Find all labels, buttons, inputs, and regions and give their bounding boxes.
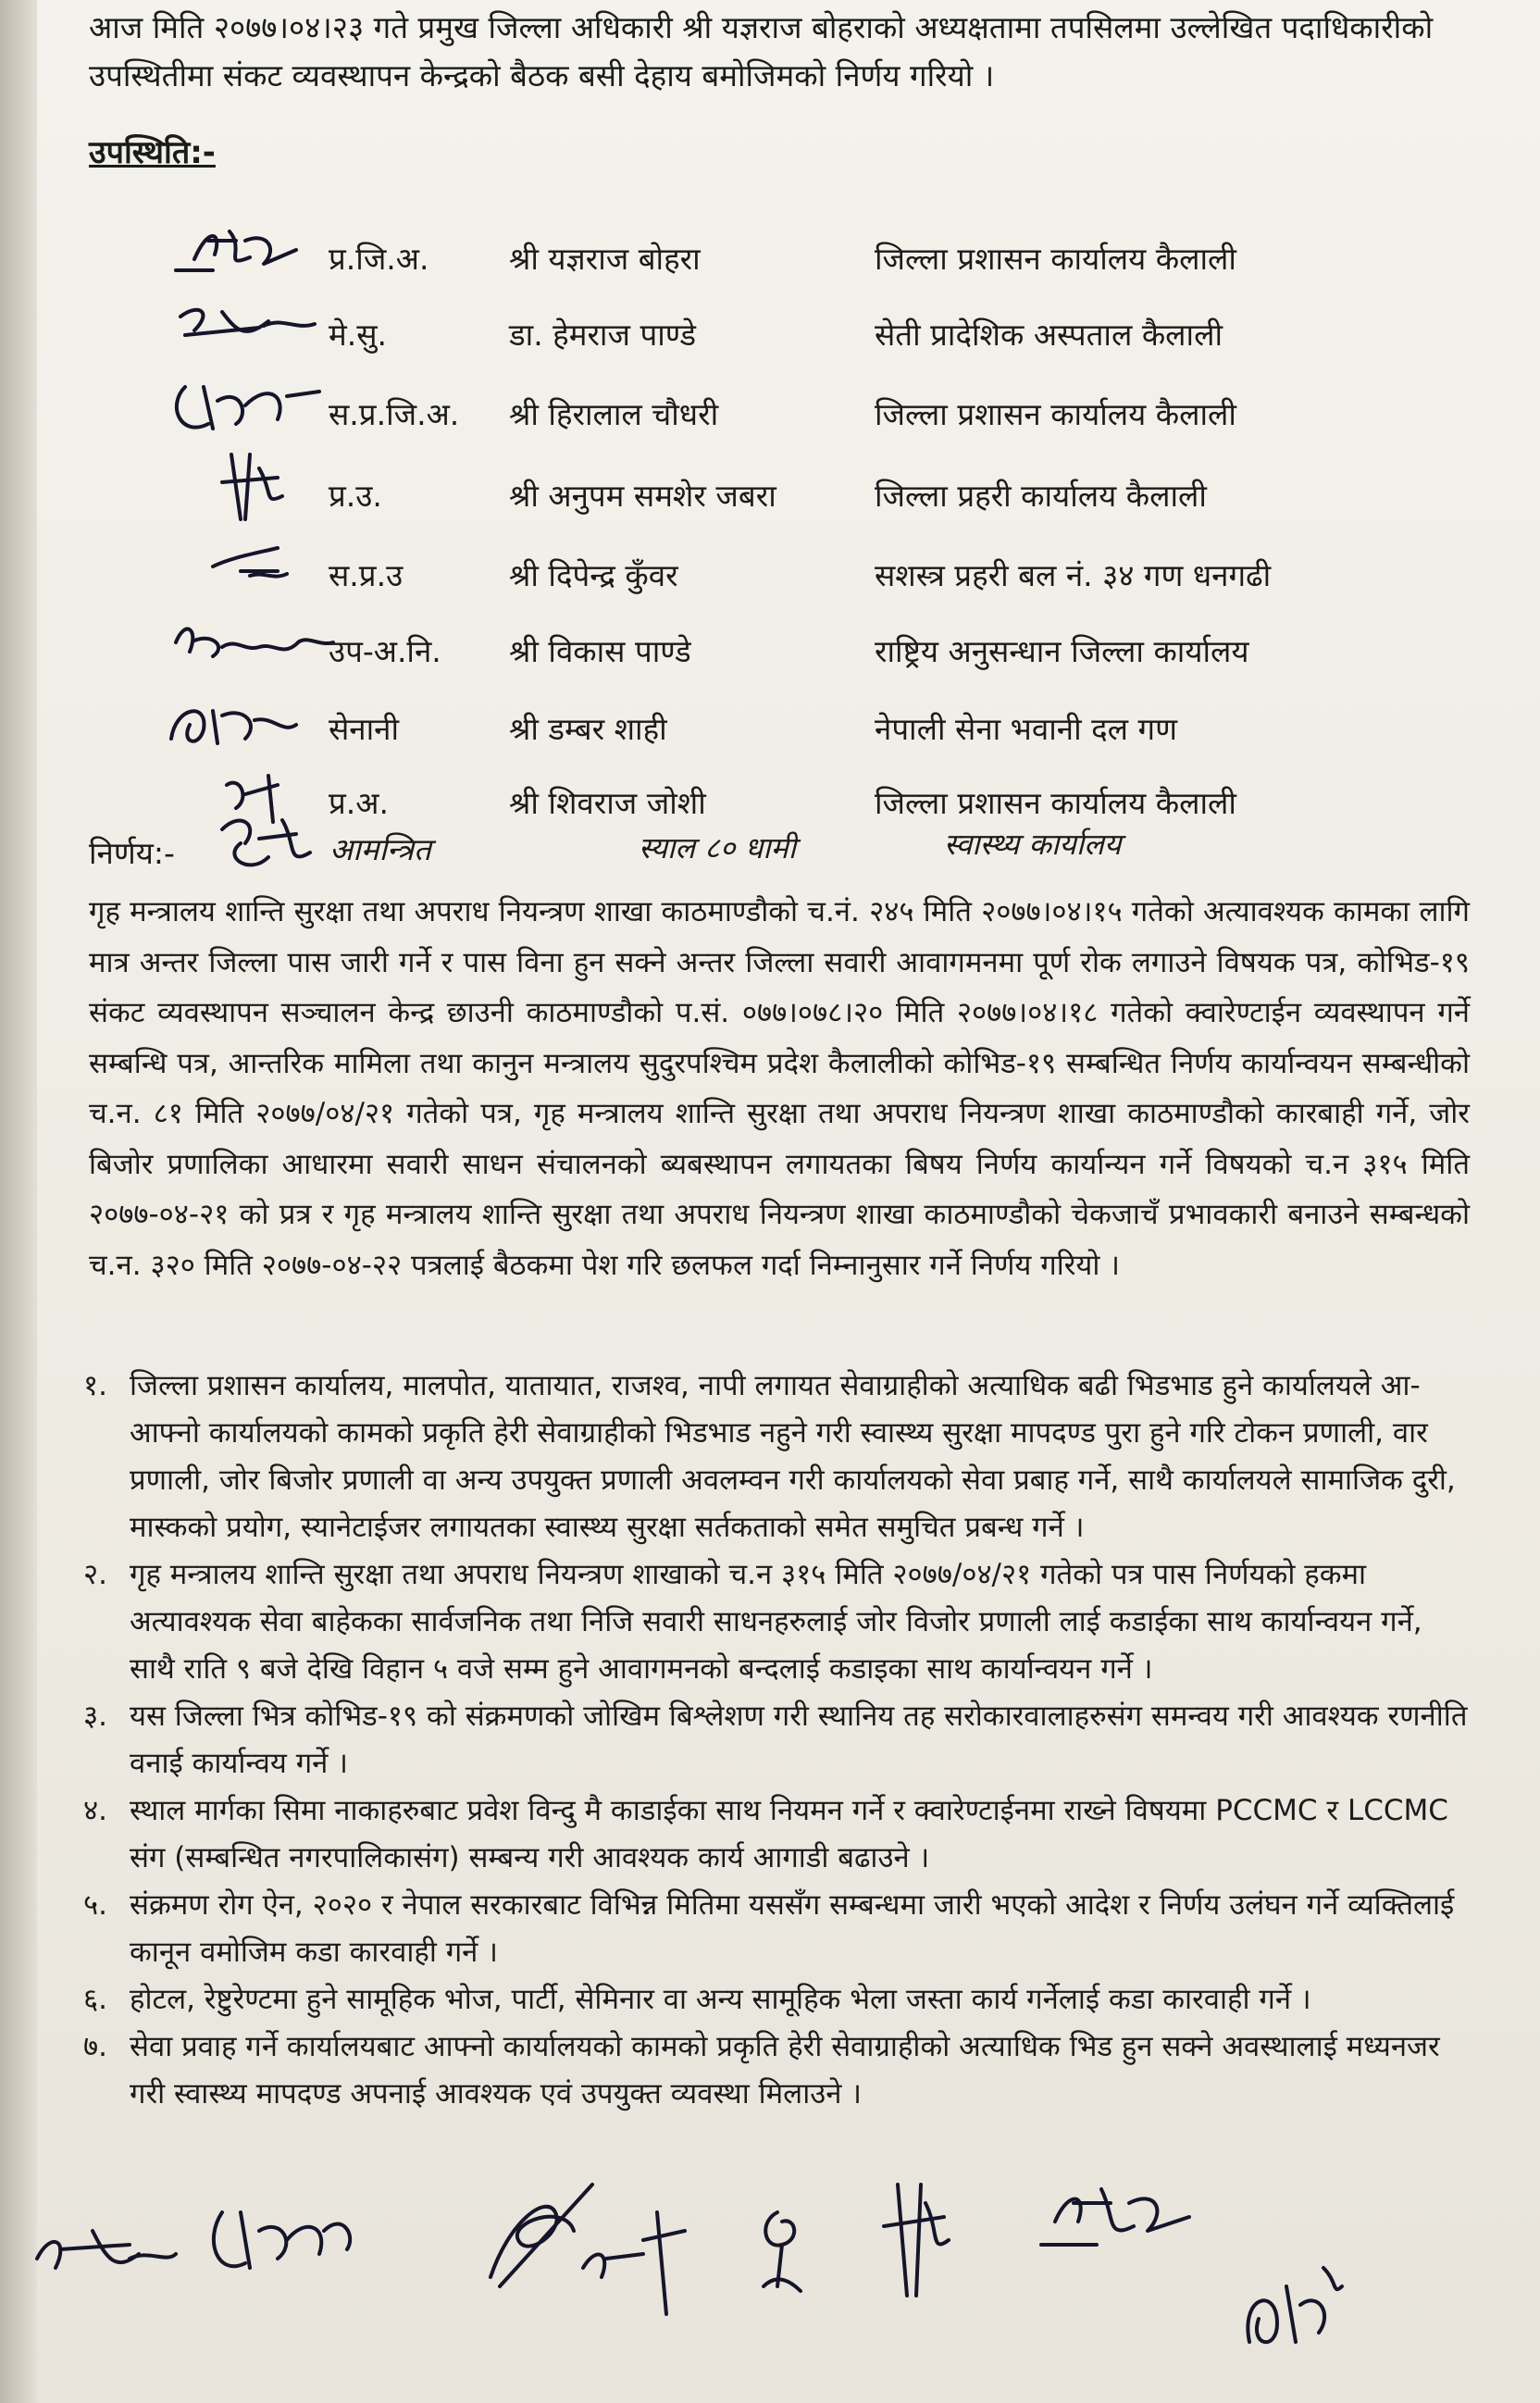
- decision-item-text: स्थाल मार्गका सिमा नाकाहरुबाट प्रवेश विन्दु मै काडाईका साथ नियमन गर्ने र क्वारेण्टाईनमा राख्ने विषयमा PCCMC र LCCMC संग (सम्बन्धित नगरपालिकासंग) सम्बन्य गरी आवश्यक कार्य आगाडी बढाउने ।: [130, 1794, 1448, 1874]
- member-name: श्री शिवराज जोशी: [509, 785, 706, 821]
- attendance-row: [0, 546, 1540, 607]
- member-office: सेती प्रादेशिक अस्पताल कैलाली: [875, 317, 1223, 353]
- member-abbr: स.प्र.जि.अ.: [329, 396, 460, 432]
- member-office: जिल्ला प्रशासन कार्यालय कैलाली: [875, 396, 1236, 432]
- signature-mark: [194, 802, 342, 885]
- handwritten-invitee-office: स्वास्थ्य कार्यालय: [944, 827, 1122, 862]
- header-line-1: आज मिति २०७७।०४।२३ गते प्रमुख जिल्ला अधिकारी श्री यज्ञराज बोहराको अध्यक्षतामा तपसिलमा उल्लेखित पदाधिकारीको: [89, 9, 1434, 45]
- member-abbr: स.प्र.उ: [329, 557, 404, 593]
- decision-item-number: २.: [83, 1558, 107, 1591]
- decision-item-number: ७.: [83, 2030, 107, 2063]
- signature-mark: [19, 2194, 185, 2305]
- decision-label: निर्णय:-: [89, 835, 175, 871]
- attendance-row: [0, 467, 1540, 528]
- member-office: जिल्ला प्रशासन कार्यालय कैलाली: [875, 785, 1236, 821]
- member-abbr: उप-अ.नि.: [329, 633, 441, 669]
- invited-label: आमन्त्रित: [329, 831, 431, 867]
- member-name: श्री हिरालाल चौधरी: [509, 396, 719, 432]
- signature-mark: [157, 289, 342, 363]
- signature-mark: [555, 2194, 722, 2323]
- decision-item: [56, 1976, 1472, 2023]
- member-abbr: सेनानी: [329, 711, 400, 747]
- signature-mark: [157, 213, 342, 287]
- decision-item: [56, 1693, 1472, 1787]
- decision-item: [56, 1551, 1472, 1693]
- member-office: जिल्ला प्रहरी कार्यालय कैलाली: [875, 478, 1207, 514]
- attendance-row: [0, 700, 1540, 761]
- member-name: श्री डम्बर शाही: [509, 711, 667, 747]
- attendance-label: उपस्थिति:-: [89, 134, 216, 171]
- decision-item-text: जिल्ला प्रशासन कार्यालय, मालपोत, यातायात, राजश्व, नापी लगायत सेवाग्राहीको अत्याधिक बढी भिडभाड हुने कार्यालयले आ-आफ्नो कार्यालयको कामको प्रकृति हेरी सेवाग्राहीको भिडभाड नहुने गरी स्वास्थ्य सुरक्षा मापदण्ड पुरा हुने गरि टोकन प्रणाली, वार प्रणाली, जोर बिजोर प्रणाली वा अन्य उपयुक्त प्रणाली अवलम्वन गरी कार्यालयको सेवा प्रबाह गर्ने, साथै कार्यालयले सामाजिक दुरी, मास्कको प्रयोग, स्यानेटाईजर लगायतका स्वास्थ्य सुरक्षा सर्तकताको समेत समुचित प्रबन्ध गर्ने ।: [130, 1369, 1456, 1544]
- signature-mark: [1027, 2166, 1212, 2268]
- member-abbr: प्र.अ.: [329, 785, 389, 821]
- member-office: नेपाली सेना भवानी दल गण: [875, 711, 1177, 747]
- attendance-row: [0, 230, 1540, 291]
- signature-mark: [740, 2194, 824, 2305]
- invited-row: [0, 822, 1540, 887]
- decision-item-text: सेवा प्रवाह गर्ने कार्यालयबाट आफ्नो कार्यालयको कामको प्रकृति हेरी सेवाग्राहीको अत्याधिक भिड हुन सक्ने अवस्थालाई मध्यनजर गरी स्वास्थ्य मापदण्ड अपनाई आवश्यक एवं उपयुक्त व्यवस्था मिलाउने ।: [130, 2030, 1440, 2110]
- decision-item-number: ५.: [83, 1888, 107, 1922]
- signature-mark: [861, 2175, 962, 2305]
- signature-mark: [157, 529, 342, 604]
- signature-mark: [157, 450, 342, 524]
- decision-item: [56, 1882, 1472, 1976]
- decision-item-text: गृह मन्त्रालय शान्ति सुरक्षा तथा अपराध नियन्त्रण शाखाको च.न ३१५ मिति २०७७/०४/२१ गतेको पत्र पास निर्णयको हकमा अत्यावश्यक सेवा बाहेकका सार्वजनिक तथा निजि सवारी साधनहरुलाई जोर विजोर प्रणाली लाई कडाईका साथ कार्यान्वयन गर्ने, साथै राति ९ बजे देखि विहान ५ वजे सम्म हुने आवागमनको बन्दलाई कडाइका साथ कार्यान्वयन गर्ने ।: [130, 1558, 1422, 1686]
- member-name: श्री विकास पाण्डे: [509, 633, 691, 669]
- member-abbr: प्र.जि.अ.: [329, 241, 429, 277]
- decision-item-number: ६.: [83, 1983, 107, 2016]
- decision-item-text: संक्रमण रोग ऐन, २०२० र नेपाल सरकारबाट विभिन्न मितिमा यससँग सम्बन्धमा जारी भएको आदेश र निर्णय उलंघन गर्ने व्यक्तिलाई कानून वमोजिम कडा कारवाही गर्ने ।: [130, 1888, 1455, 1969]
- member-name: श्री यज्ञराज बोहरा: [509, 241, 701, 277]
- decision-item-number: १.: [83, 1369, 107, 1402]
- decision-item: [56, 1363, 1472, 1551]
- signature-mark: [157, 683, 342, 757]
- decision-item: [56, 2023, 1472, 2118]
- signature-mark: [157, 368, 342, 442]
- bottom-signatures: [0, 2157, 1540, 2403]
- signature-mark: [185, 2175, 370, 2305]
- member-office: राष्ट्रिय अनुसन्धान जिल्ला कार्यालय: [875, 633, 1249, 669]
- signature-mark: [148, 605, 352, 679]
- attendance-row: [0, 305, 1540, 367]
- decision-item-number: ४.: [83, 1794, 107, 1827]
- member-name: डा. हेमराज पाण्डे: [509, 317, 697, 353]
- member-abbr: प्र.उ.: [329, 478, 382, 514]
- attendance-row: [0, 385, 1540, 446]
- header-line-2: उपस्थितीमा संकट व्यवस्थापन केन्द्रको बैठक बसी देहाय बमोजिमको निर्णय गरियो ।: [89, 57, 995, 93]
- decision-item-number: ३.: [83, 1700, 107, 1733]
- member-name: श्री दिपेन्द्र कुँवर: [509, 557, 678, 593]
- member-office: जिल्ला प्रशासन कार्यालय कैलाली: [875, 241, 1236, 277]
- signature-mark: [1222, 2231, 1360, 2370]
- decision-intro: गृह मन्त्रालय शान्ति सुरक्षा तथा अपराध नियन्त्रण शाखा काठमाण्डौको च.नं. २४५ मिति २०७७।०४।१५ गतेको अत्यावश्यक कामका लागि मात्र अन्तर जिल्ला पास जारी गर्ने र पास विना हुन सक्ने अन्तर जिल्ला सवारी आवागमनमा पूर्ण रोक लगाउने विषयक पत्र, कोभिड-१९ संकट व्यवस्थापन सञ्चालन केन्द्र छाउनी काठमाण्डौको प.सं. ०७७।०७८।२० मिति २०७७।०४।१८ गतेको क्वारेण्टाईन व्यवस्थापन गर्ने सम्बन्धि पत्र, आन्तरिक मामिला तथा कानुन मन्त्रालय सुदुरपश्चिम प्रदेश कैलालीको कोभिड-१९ सम्बन्धित निर्णय कार्यान्वयन सम्बन्धीको च.न. ८१ मिति २०७७/०४/२१ गतेको पत्र, गृह मन्त्रालय शान्ति सुरक्षा तथा अपराध नियन्त्रण शाखा काठमाण्डौको कारबाही गर्ने, जोर बिजोर प्रणालिका आधारमा सवारी साधन संचालनको ब्यबस्थापन लगायतका बिषय निर्णय कार्यान्यन गर्ने विषयको च.न ३१५ मिति २०७७-०४-२१ को प्रत्र र गृह मन्त्रालय शान्ति सुरक्षा तथा अपराध नियन्त्रण शाखा काठमाण्डौको चेकजाचँ प्रभावकारी बनाउने सम्बन्धको च.न. ३२० मिति २०७७-०४-२२ पत्रलाई बैठकमा पेश गरि छलफल गर्दा निम्नानुसार गर्ने निर्णय गरियो ।: [89, 895, 1470, 1282]
- handwritten-invitee-name: स्याल ८० धामी: [639, 830, 797, 865]
- member-office: सशस्त्र प्रहरी बल नं. ३४ गण धनगढी: [875, 557, 1272, 593]
- member-name: श्री अनुपम समशेर जबरा: [509, 478, 776, 514]
- minutes-header: [89, 4, 1496, 100]
- attendance-row: [0, 622, 1540, 683]
- decision-item-text: यस जिल्ला भित्र कोभिड-१९ को संक्रमणको जोखिम बिश्लेशण गरी स्थानिय तह सरोकारवालाहरुसंग समन्वय गरी आवश्यक रणनीति वनाई कार्यान्वय गर्ने ।: [130, 1700, 1468, 1780]
- member-abbr: मे.सु.: [329, 317, 388, 353]
- decision-item: [56, 1787, 1472, 1882]
- decision-list: [56, 1363, 1472, 2118]
- decision-item-text: होटल, रेष्टुरेण्टमा हुने सामूहिक भोज, पार्टी, सेमिनार वा अन्य सामूहिक भेला जस्ता कार्य गर्नेलाई कडा कारवाही गर्ने ।: [130, 1983, 1311, 2016]
